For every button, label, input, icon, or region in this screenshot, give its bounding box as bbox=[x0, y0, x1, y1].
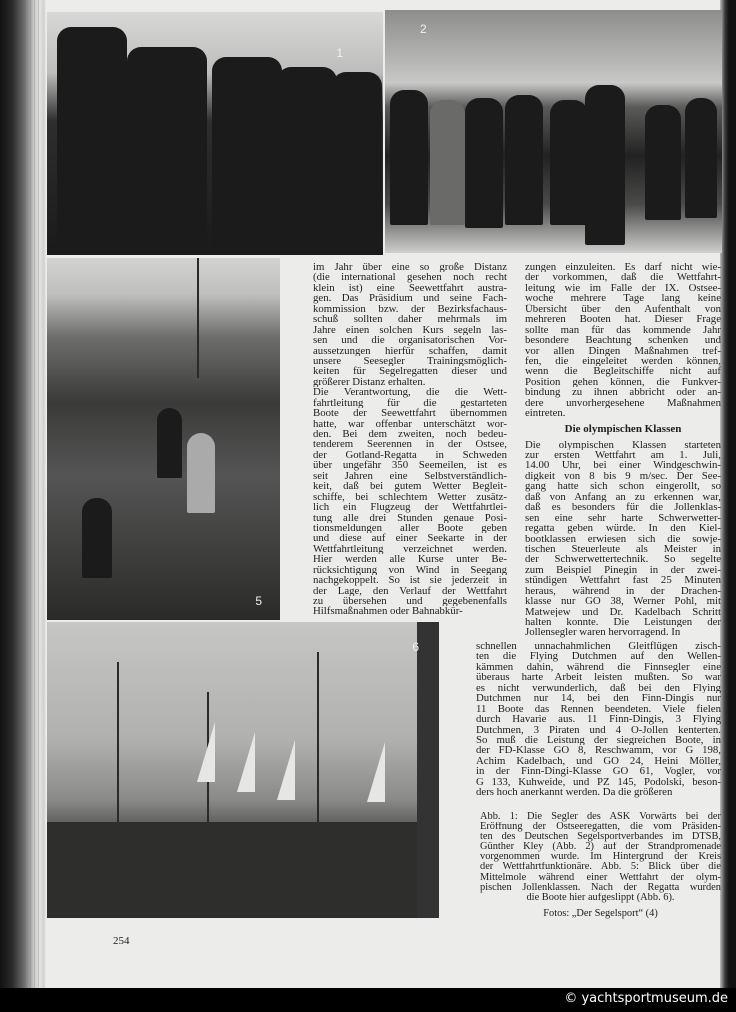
text-line: vorgenommen wurde. Im Hintergrund der Kreis bbox=[480, 852, 721, 863]
text-line: aussetzungen hierfür schaffen, damit bbox=[313, 345, 507, 356]
photo-credit: Fotos: „Der Segelsport“ (4) bbox=[543, 908, 658, 919]
text-line: Position gehen können, die Funkver- bbox=[525, 376, 721, 388]
text-line: überaus harte Arbeit leisten mußten. So war bbox=[476, 672, 721, 683]
text-line: wenn die Begleitschiffe nicht auf bbox=[525, 366, 721, 377]
text-line: kämmen dahin, während die Finnsegler eine bbox=[476, 661, 721, 673]
text-line: Hier werden alle Kurse unter Be- bbox=[313, 554, 507, 565]
text-line: gang hatte sich schon eingerollt, so bbox=[525, 481, 721, 492]
text-line: hatte, war offenbar unterschätzt wor- bbox=[313, 418, 507, 429]
text-line: keit, daß bei gutem Wetter Begleit- bbox=[313, 481, 507, 492]
text-line: So muß die Leistung der siegreichen Boote, in bbox=[476, 734, 721, 746]
text-line: den. Bei dem zweiten, noch bedeu- bbox=[313, 429, 507, 440]
photo-number: 1 bbox=[336, 46, 343, 60]
text-line: Boote der Seewettfahrt übernommen bbox=[313, 408, 507, 419]
text-line: Achim Kadelbach, und GO 24, Heini Möller, bbox=[476, 755, 721, 767]
article-column-right bbox=[525, 262, 721, 638]
text-line: sollte man für das kommende Jahr bbox=[525, 324, 721, 336]
photo-boats-slipped bbox=[47, 622, 439, 918]
text-line: dere unvorhergesehene Maßnahmen bbox=[525, 397, 721, 409]
text-line: unsere Seesegler Trainingsmöglich- bbox=[313, 355, 507, 367]
photo-harbour-mole bbox=[47, 258, 280, 620]
text-line: lich ein Flugzeug der Wettfahrtlei- bbox=[313, 502, 507, 513]
text-line: und diese auf einer Seekarte in der bbox=[313, 533, 507, 544]
text-line: tenderem Seerennen in der Ostsee, bbox=[313, 439, 507, 450]
text-line: eintreten. bbox=[525, 408, 566, 419]
text-line: Matwejew und Dr. Kadelbach Schritt bbox=[525, 606, 721, 617]
page-number: 254 bbox=[113, 935, 130, 947]
book-binding bbox=[0, 0, 46, 990]
text-line: zungen einzuleiten. Es darf nicht wie- bbox=[525, 262, 721, 273]
text-line: zu übersehen und gegebenenfalls bbox=[313, 596, 507, 607]
text-line: fen, die eingeleitet werden können, bbox=[525, 355, 721, 367]
text-line: 11 Boote das Rennen beendeten. Viele fielen bbox=[476, 703, 721, 715]
text-line: (die international gesehen noch recht bbox=[313, 272, 507, 283]
text-line: Jollensegler waren hervorragend. In bbox=[525, 627, 681, 638]
text-line: vor allen Dingen Maßnahmen tref- bbox=[525, 345, 721, 356]
text-line: G 133, Kuhweide, und PZ 145, Podolski, beson- bbox=[476, 776, 721, 788]
text-line: zur ersten Wettfahrt am 1. Juli, bbox=[525, 450, 721, 461]
text-line: bootklassen erwiesen sich die sowje- bbox=[525, 533, 721, 544]
text-line: tung alle drei Stunden genaue Posi- bbox=[313, 512, 507, 523]
text-line: die Boote hier aufgeslippt (Abb. 6). bbox=[526, 892, 675, 903]
text-line: woche mehrere Tage lang keine bbox=[525, 293, 721, 304]
text-line: der Schwerwettertechnik. So segelte bbox=[525, 554, 721, 565]
text-line: stündigen Wettfahrt fast 25 Minuten bbox=[525, 575, 721, 586]
text-line: der FD-Klasse GO 8, Reschwamm, vor G 198, bbox=[476, 745, 721, 756]
text-line: ten die Flying Dutchmen auf den Wellen- bbox=[476, 651, 721, 662]
article-column-middle bbox=[313, 262, 507, 617]
photo-sailors-lineup bbox=[47, 12, 383, 255]
photo-number: 5 bbox=[255, 594, 262, 608]
text-line: sen und die organisatorischen Vor- bbox=[313, 335, 507, 346]
text-line: der Wettfahrtfunktionäre. Abb. 5: Blick über die bbox=[480, 862, 721, 873]
text-line: tischen Steuerleute als Meister in bbox=[525, 543, 721, 555]
text-line: digkeit von 8 bis 9 m/sec. Der See- bbox=[525, 470, 721, 482]
text-line: Jahre einen solchen Kurs segeln las- bbox=[313, 324, 507, 336]
watermark: © yachtsportmuseum.de bbox=[564, 991, 728, 1006]
text-line: regatta geben würde. In den Kiel- bbox=[525, 523, 721, 534]
text-line: gen. Das Präsidium und seine Fach- bbox=[313, 293, 507, 304]
text-line: über ungefähr 350 Seemeilen, ist es bbox=[313, 460, 507, 471]
text-line: Dutchmen nur 14, bei den Finn-Dingis nur bbox=[476, 693, 721, 704]
text-line: besondere Beachtung schenken und bbox=[525, 335, 721, 346]
text-line: schnellen unnachahmlichen Gleitflügen zisch- bbox=[476, 641, 721, 652]
text-line: daß es besonders für die Jollenklas- bbox=[525, 502, 721, 513]
section-heading: Die olympischen Klassen bbox=[564, 422, 682, 435]
text-line: sen eine sehr harte Schwerwetter- bbox=[525, 512, 721, 524]
text-line: nachgekoppelt. So ist sie jederzeit in bbox=[313, 575, 507, 586]
photo-officials-ceremony bbox=[385, 10, 722, 253]
text-line: ten des Deutschen Segelsportverbandes im DTSB, bbox=[480, 832, 721, 843]
text-line: tionsmeldungen aller Boote geben bbox=[313, 522, 507, 534]
text-line: Die olympischen Klassen starteten bbox=[525, 439, 721, 450]
footer-bar bbox=[0, 988, 736, 1012]
text-line: schiffe, bei schlechtem Wetter zusätz- bbox=[313, 491, 507, 503]
text-line: Mittelmole während einer Wettfahrt der olym- bbox=[480, 872, 721, 883]
text-line: seit Jahren eine Selbstverständlich- bbox=[313, 470, 507, 482]
page-edge-shadow bbox=[720, 0, 736, 990]
text-line: fahrtleitung für die gestarteten bbox=[313, 397, 507, 409]
text-line: pischen Jollenklassen. Nach der Regatta wurden bbox=[480, 882, 721, 893]
text-line: Abb. 1: Die Segler des ASK Vorwärts bei der bbox=[480, 812, 721, 822]
text-line: kommission bzw. der Bezirksfachaus- bbox=[313, 303, 507, 315]
text-line: zum Beispiel Pinegin in der zwei- bbox=[525, 564, 721, 576]
text-line: rücksichtigung von Wind in Seegang bbox=[313, 564, 507, 576]
text-line: daß von Anfang an zu erkennen war, bbox=[525, 491, 721, 503]
text-line: in der Finn-Dingi-Klasse GO 61, Vogler, vor bbox=[476, 766, 721, 777]
text-line: heraus, während in der Drachen- bbox=[525, 585, 721, 597]
text-line: Günther Kley (Abb. 2) auf der Strandpromenade bbox=[480, 842, 721, 853]
text-line: größerer Distanz erhalten. bbox=[313, 376, 426, 388]
text-line: der vorkommen, daß die Wettfahrt- bbox=[525, 272, 721, 283]
text-line: halten konnte. Die Leistungen der bbox=[525, 617, 721, 628]
text-line: der Lage, den Verlauf der Wettfahrt bbox=[313, 585, 507, 596]
text-line: Übersicht über den Aufenthalt von bbox=[525, 303, 721, 315]
text-line: es nicht verwunderlich, daß bei den Flying bbox=[476, 682, 721, 694]
text-line: schuß sollten daher mehrmals im bbox=[313, 314, 507, 325]
text-line: Wettfahrtleitung verzeichnet werden. bbox=[313, 543, 507, 555]
photo-number: 6 bbox=[412, 640, 419, 654]
text-line: mehreren Booten hat. Dieser Frage bbox=[525, 314, 721, 325]
photo-caption bbox=[480, 812, 721, 903]
article-column-bottom bbox=[476, 641, 721, 798]
text-line: Eröffnung der Ostseeregatten, die vom Präsiden- bbox=[480, 822, 721, 833]
text-line: ders hoch anerkannt werden. Da die größeren bbox=[476, 787, 673, 798]
text-line: keiten für Segelregatten dieser und bbox=[313, 366, 507, 377]
text-line: 14.00 Uhr, bei einer Windgeschwin- bbox=[525, 460, 721, 471]
text-line: Hilfsmaßnahmen oder Bahnabkür- bbox=[313, 606, 463, 617]
text-line: im Jahr über eine so große Distanz bbox=[313, 262, 507, 273]
text-line: klasse nur GO 38, Werner Pohl, mit bbox=[525, 596, 721, 607]
text-line: bindung zu ihnen abbricht oder an- bbox=[525, 387, 721, 398]
text-line: leitung wie im Falle der IX. Ostsee- bbox=[525, 282, 721, 294]
text-line: klein ist) eine Seewettfahrt austra- bbox=[313, 282, 507, 294]
photo-number: 2 bbox=[420, 22, 427, 36]
text-line: Dutchmen, 3 Piraten und 4 O-Jollen kenterten. bbox=[476, 724, 721, 735]
text-line: der Gotland-Regatta in Schweden bbox=[313, 449, 507, 461]
text-line: durch Havarie aus. 11 Finn-Dingis, 3 Flying bbox=[476, 714, 721, 725]
text-line: Die Verantwortung, die die Wett- bbox=[313, 387, 507, 398]
